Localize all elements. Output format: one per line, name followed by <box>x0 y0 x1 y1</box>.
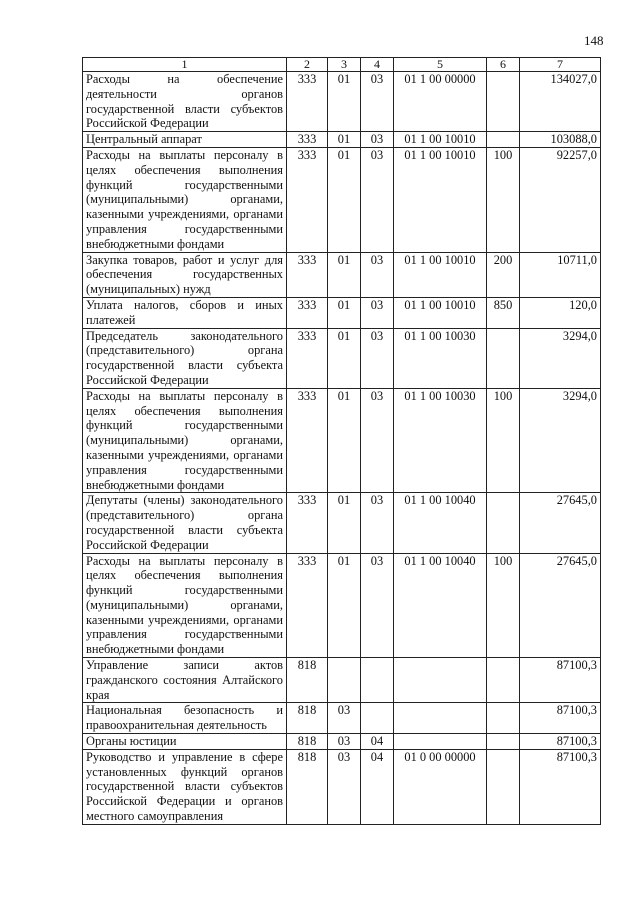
target-article-cell <box>394 734 487 750</box>
row-name-cell: Расходы на выплаты персоналу в целях обеспечения выполнения функций государственными (муниципальными) органами, казенными учреждениями, органами управления государственными внебюджетными фондами <box>83 388 287 493</box>
row-name-cell: Национальная безопасность и правоохранительная деятельность <box>83 703 287 734</box>
amount-cell: 103088,0 <box>520 132 601 148</box>
row-name-cell: Расходы на выплаты персоналу в целях обеспечения выполнения функций государственными (муниципальными) органами, казенными учреждениями, органами управления государственными внебюджетными фондами <box>83 553 287 658</box>
subsection-code-cell: 03 <box>361 72 394 132</box>
table-header-row <box>83 58 601 72</box>
table-row <box>83 749 601 824</box>
subsection-code-cell: 03 <box>361 388 394 493</box>
row-name-cell: Расходы на обеспечение деятельности органов государственной власти субъектов Российской Федерации <box>83 72 287 132</box>
section-code-cell: 01 <box>328 493 361 553</box>
expense-type-cell <box>487 132 520 148</box>
page-number: 148 <box>584 33 604 48</box>
amount-cell: 10711,0 <box>520 252 601 297</box>
column-header-3: 3 <box>328 58 361 72</box>
amount-cell: 120,0 <box>520 297 601 328</box>
column-header-1: 1 <box>83 58 287 72</box>
expense-type-cell: 100 <box>487 553 520 658</box>
section-code-cell: 01 <box>328 553 361 658</box>
subsection-code-cell: 03 <box>361 147 394 252</box>
section-code-cell: 01 <box>328 297 361 328</box>
amount-cell: 3294,0 <box>520 328 601 388</box>
target-article-cell <box>394 658 487 703</box>
table-row <box>83 132 601 148</box>
amount-cell: 87100,3 <box>520 703 601 734</box>
admin-code-cell: 333 <box>287 72 328 132</box>
subsection-code-cell: 03 <box>361 297 394 328</box>
section-code-cell: 01 <box>328 328 361 388</box>
admin-code-cell: 333 <box>287 147 328 252</box>
admin-code-cell: 818 <box>287 703 328 734</box>
admin-code-cell: 333 <box>287 553 328 658</box>
table-row <box>83 328 601 388</box>
row-name-cell: Закупка товаров, работ и услуг для обеспечения государственных (муниципальных) нужд <box>83 252 287 297</box>
expense-type-cell <box>487 703 520 734</box>
amount-cell: 134027,0 <box>520 72 601 132</box>
table-row <box>83 658 601 703</box>
section-code-cell: 03 <box>328 703 361 734</box>
table-body <box>83 72 601 825</box>
expense-type-cell <box>487 328 520 388</box>
section-code-cell: 01 <box>328 252 361 297</box>
subsection-code-cell: 03 <box>361 252 394 297</box>
table-row <box>83 493 601 553</box>
expense-type-cell <box>487 658 520 703</box>
section-code-cell: 01 <box>328 388 361 493</box>
admin-code-cell: 333 <box>287 252 328 297</box>
table-row <box>83 252 601 297</box>
admin-code-cell: 818 <box>287 734 328 750</box>
section-code-cell <box>328 658 361 703</box>
amount-cell: 87100,3 <box>520 734 601 750</box>
expense-type-cell <box>487 749 520 824</box>
subsection-code-cell: 03 <box>361 328 394 388</box>
expense-type-cell: 850 <box>487 297 520 328</box>
amount-cell: 3294,0 <box>520 388 601 493</box>
amount-cell: 92257,0 <box>520 147 601 252</box>
row-name-cell: Уплата налогов, сборов и иных платежей <box>83 297 287 328</box>
amount-cell: 27645,0 <box>520 493 601 553</box>
admin-code-cell: 333 <box>287 493 328 553</box>
expense-type-cell: 200 <box>487 252 520 297</box>
target-article-cell: 01 1 00 10010 <box>394 147 487 252</box>
expense-type-cell <box>487 734 520 750</box>
table-row <box>83 703 601 734</box>
admin-code-cell: 333 <box>287 297 328 328</box>
target-article-cell: 01 1 00 00000 <box>394 72 487 132</box>
expense-type-cell: 100 <box>487 147 520 252</box>
row-name-cell: Органы юстиции <box>83 734 287 750</box>
subsection-code-cell <box>361 703 394 734</box>
target-article-cell: 01 1 00 10010 <box>394 252 487 297</box>
target-article-cell: 01 1 00 10010 <box>394 297 487 328</box>
row-name-cell: Председатель законодательного (представительного) органа государственной власти субъекта Российской Федерации <box>83 328 287 388</box>
section-code-cell: 01 <box>328 72 361 132</box>
admin-code-cell: 333 <box>287 328 328 388</box>
admin-code-cell: 818 <box>287 658 328 703</box>
row-name-cell: Депутаты (члены) законодательного (представительного) органа государственной власти субъекта Российской Федерации <box>83 493 287 553</box>
expense-type-cell <box>487 493 520 553</box>
column-header-5: 5 <box>394 58 487 72</box>
row-name-cell: Руководство и управление в сфере установленных функций органов государственной власти субъектов Российской Федерации и органов местного самоуправления <box>83 749 287 824</box>
row-name-cell: Расходы на выплаты персоналу в целях обеспечения выполнения функций государственными (муниципальными) органами, казенными учреждениями, органами управления государственными внебюджетными фондами <box>83 147 287 252</box>
subsection-code-cell: 04 <box>361 749 394 824</box>
subsection-code-cell <box>361 658 394 703</box>
admin-code-cell: 333 <box>287 388 328 493</box>
row-name-cell: Управление записи актов гражданского состояния Алтайского края <box>83 658 287 703</box>
budget-table <box>82 57 601 825</box>
table-row <box>83 734 601 750</box>
expense-type-cell: 100 <box>487 388 520 493</box>
table-row <box>83 553 601 658</box>
subsection-code-cell: 03 <box>361 132 394 148</box>
admin-code-cell: 818 <box>287 749 328 824</box>
amount-cell: 27645,0 <box>520 553 601 658</box>
column-header-6: 6 <box>487 58 520 72</box>
column-header-2: 2 <box>287 58 328 72</box>
admin-code-cell: 333 <box>287 132 328 148</box>
target-article-cell <box>394 703 487 734</box>
column-header-4: 4 <box>361 58 394 72</box>
target-article-cell: 01 1 00 10040 <box>394 493 487 553</box>
target-article-cell: 01 1 00 10010 <box>394 132 487 148</box>
section-code-cell: 01 <box>328 132 361 148</box>
target-article-cell: 01 1 00 10040 <box>394 553 487 658</box>
subsection-code-cell: 03 <box>361 553 394 658</box>
section-code-cell: 01 <box>328 147 361 252</box>
target-article-cell: 01 1 00 10030 <box>394 388 487 493</box>
table-row <box>83 72 601 132</box>
row-name-cell: Центральный аппарат <box>83 132 287 148</box>
table-row <box>83 388 601 493</box>
table-row <box>83 147 601 252</box>
section-code-cell: 03 <box>328 734 361 750</box>
target-article-cell: 01 1 00 10030 <box>394 328 487 388</box>
target-article-cell: 01 0 00 00000 <box>394 749 487 824</box>
section-code-cell: 03 <box>328 749 361 824</box>
amount-cell: 87100,3 <box>520 749 601 824</box>
column-header-7: 7 <box>520 58 601 72</box>
expense-type-cell <box>487 72 520 132</box>
subsection-code-cell: 04 <box>361 734 394 750</box>
amount-cell: 87100,3 <box>520 658 601 703</box>
subsection-code-cell: 03 <box>361 493 394 553</box>
table-row <box>83 297 601 328</box>
